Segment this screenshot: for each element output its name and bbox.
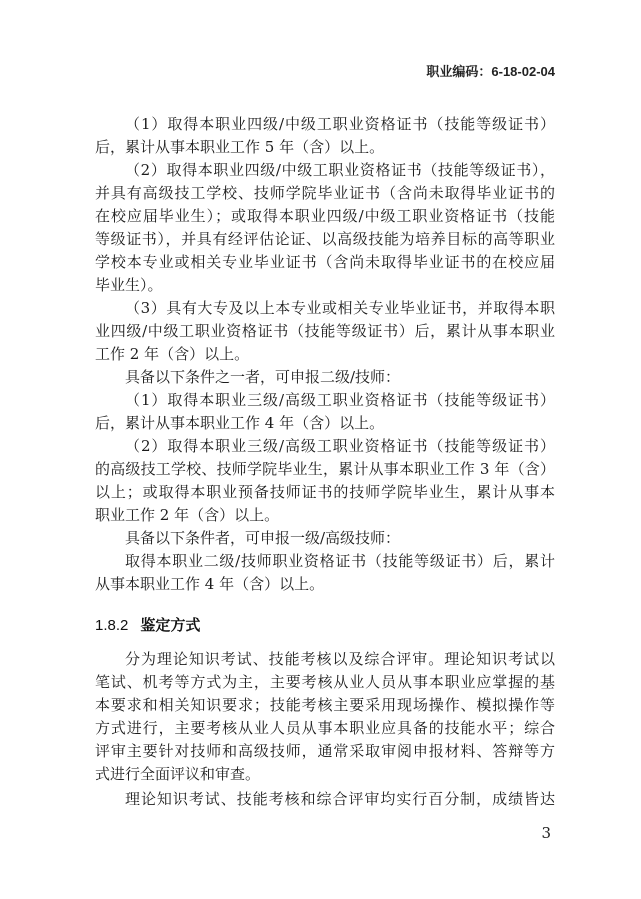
text-line: （1）取得本职业四级/中级工职业资格证书（技能等级证书）	[125, 115, 555, 133]
text-line: （1）取得本职业三级/高级工职业资格证书（技能等级证书）	[125, 391, 555, 409]
text-line: 毕业生）。	[95, 276, 163, 294]
text-line: 取得本职业二级/技师职业资格证书（技能等级证书）后，累计	[125, 552, 555, 570]
paragraph	[95, 527, 555, 550]
text-line: 式进行全面评议和审查。	[95, 765, 261, 783]
text-line: 等级证书），并具有经评估论证、以高级技能为培养目标的高等职业	[95, 230, 555, 248]
page-number: 3	[541, 824, 551, 842]
text-line: 在校应届毕业生）；或取得本职业四级/中级工职业资格证书（技能	[95, 207, 555, 225]
text-line: 笔试、机考等方式为主，主要考核从业人员从事本职业应掌握的基	[95, 673, 555, 691]
text-line: 方式进行，主要考核从业人员从事本职业应具备的技能水平；综合	[95, 719, 555, 737]
text-line: 后，累计从事本职业工作 4 年（含）以上。	[95, 414, 385, 432]
text-line: 分为理论知识考试、技能考核以及综合评审。理论知识考试以	[125, 650, 555, 668]
text-line: 学校本专业或相关专业毕业证书（含尚未取得毕业证书的在校应届	[95, 253, 555, 271]
text-line: （3）具有大专及以上本专业或相关专业毕业证书，并取得本职	[125, 299, 555, 317]
text-line: 工作 2 年（含）以上。	[95, 345, 250, 363]
text-line: 以上；或取得本职业预备技师证书的技师学院毕业生，累计从事本	[95, 483, 555, 501]
section-number: 1.8.2	[95, 617, 129, 634]
paragraph	[95, 159, 555, 297]
application-conditions-text	[95, 113, 555, 596]
paragraph	[95, 366, 555, 389]
text-line: 从事本职业工作 4 年（含）以上。	[95, 575, 325, 593]
text-line: （2）取得本职业四级/中级工职业资格证书（技能等级证书），	[125, 161, 555, 179]
paragraph	[95, 113, 555, 159]
text-line: 具备以下条件者，可申报一级/高级技师：	[125, 529, 401, 547]
text-line: 理论知识考试、技能考核和综合评审均实行百分制，成绩皆达	[125, 790, 555, 808]
paragraph	[95, 389, 555, 435]
paragraph	[95, 550, 555, 596]
text-line: 并具有高级技工学校、技师学院毕业证书（含尚未取得毕业证书的	[95, 184, 555, 202]
paragraph	[95, 788, 555, 811]
text-line: 后，累计从事本职业工作 5 年（含）以上。	[95, 138, 385, 156]
text-line: 的高级技工学校、技师学院毕业生，累计从事本职业工作 3 年（含）	[95, 460, 555, 478]
section-heading	[95, 614, 200, 637]
text-line: 本要求和相关知识要求；技能考核主要采用现场操作、模拟操作等	[95, 696, 555, 714]
paragraph	[95, 435, 555, 527]
text-line: 业四级/中级工职业资格证书（技能等级证书）后，累计从事本职业	[95, 322, 555, 340]
assessment-method-text	[95, 648, 555, 811]
occupation-code-header: 职业编码：6-18-02-04	[426, 64, 555, 79]
text-line: 评审主要针对技师和高级技师，通常采取审阅申报材料、答辩等方	[95, 742, 555, 760]
text-line: （2）取得本职业三级/高级工职业资格证书（技能等级证书）	[125, 437, 555, 455]
section-title: 鉴定方式	[140, 617, 201, 634]
paragraph	[95, 297, 555, 366]
text-line: 具备以下条件之一者，可申报二级/技师：	[125, 368, 401, 386]
paragraph	[95, 648, 555, 786]
text-line: 职业工作 2 年（含）以上。	[95, 506, 280, 524]
